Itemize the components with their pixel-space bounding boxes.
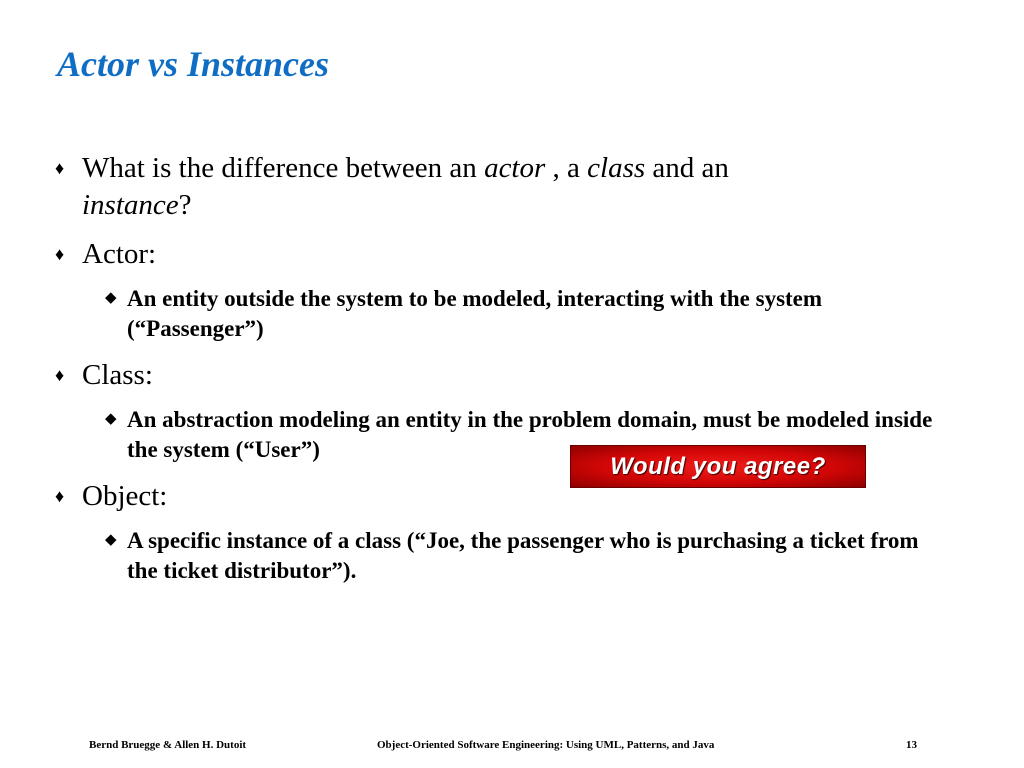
sub-bullet-text: An entity outside the system to be modeled, interacting with the system (“Passenger”) bbox=[127, 286, 823, 341]
slide-title: Actor vs Instances bbox=[57, 44, 330, 84]
footer-page-number: 13 bbox=[906, 739, 917, 751]
bullet-marker: ♦ bbox=[55, 486, 65, 506]
bullet-text-part: and an bbox=[645, 152, 729, 184]
bullet-text-part: , a bbox=[545, 152, 588, 184]
bullet-text-part: What is the difference between an bbox=[82, 152, 485, 184]
bullet-marker: ♦ bbox=[55, 158, 65, 178]
bullet-text bbox=[82, 150, 922, 224]
term-actor: actor bbox=[484, 152, 546, 184]
bullet-marker: ♦ bbox=[55, 365, 65, 385]
sub-bullet-marker: ◆ bbox=[105, 532, 117, 548]
bullet-text-part: ? bbox=[178, 189, 192, 221]
footer-authors: Bernd Bruegge & Allen H. Dutoit bbox=[89, 739, 247, 751]
sub-bullet-text: A specific instance of a class (“Joe, the passenger who is purchasing a ticket from the ticket distributor”). bbox=[127, 528, 919, 583]
bullet-marker: ♦ bbox=[55, 244, 65, 264]
footer-book-title: Object-Oriented Software Engineering: Using UML, Patterns, and Java bbox=[377, 739, 715, 751]
sub-bullet-marker: ◆ bbox=[105, 411, 117, 427]
bullet-text: Actor: bbox=[82, 238, 157, 270]
bullet-text: Class: bbox=[82, 359, 153, 391]
sub-bullet-text: An abstraction modeling an entity in the problem domain, must be modeled inside the system (“User”) bbox=[127, 407, 933, 462]
bullet-text: Object: bbox=[82, 480, 168, 512]
would-you-agree-callout: Would you agree? bbox=[570, 445, 866, 488]
sub-bullet-marker: ◆ bbox=[105, 290, 117, 306]
term-class: class bbox=[587, 152, 646, 184]
term-instance: instance bbox=[82, 189, 179, 221]
